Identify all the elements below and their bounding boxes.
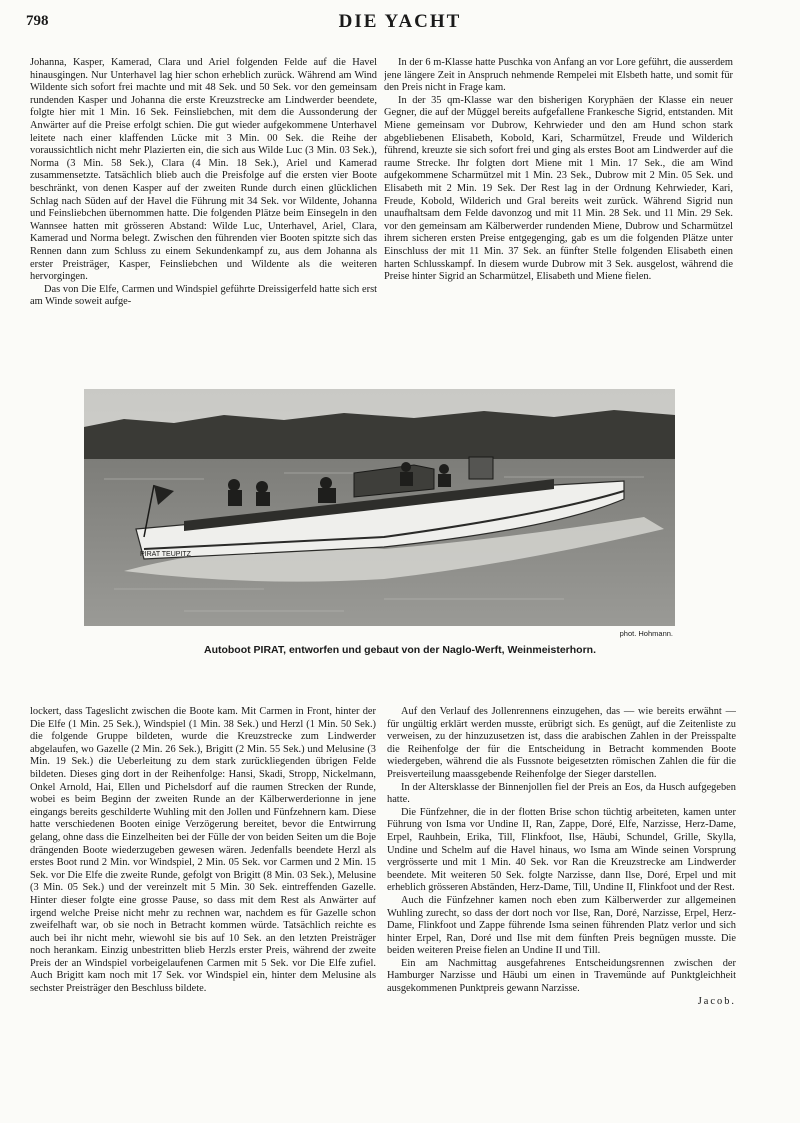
photo-credit: phot. Hohmann. [619,629,673,638]
paragraph: Auf den Verlauf des Jollenrennens einzugehen, das — wie bereits erwähnt — für ungültig erklärt werden musste, erübrigt sich. Es genügt, auf die Zeitenliste zu verweisen, zu der hinzuzusetzen ist, dass die arabischen Zahlen in der Preisspalte die Reihenfolge der für die Entscheidung in Betracht kommenden Boote wiedergeben, während die als Fussnote beigesetzten römischen Zahlen die für die Preisverteilung maassgebende Reihenfolge der Sieger darstellen. [387,706,736,780]
paragraph: lockert, dass Tageslicht zwischen die Boote kam. Mit Carmen in Front, hinter der Die Elfe (1 Min. 25 Sek.), Windspiel (1 Min. 38 Sek.) und Herzl (1 Min. 50 Sek.) die folgende Gruppe bildeten, wurde die Kreuzstrecke zum Lindwerder abgelaufen, wo Gazelle (2 Min. 26 Sek.), Brigitt (2 Min. 55 Sek.) und Melusine (3 Min. 19 Sek.) die Ueberleitung zu dem stark zurückliegenden übrigen Felde bildeten. Dieses ging dort in der Reihenfolge: Hansi, Skadi, Stropp, Nickelmann, Onkel Arnold, Hai, Ellen und Pichelsdorf auf die raumen Strecken der Runde, wobei es beim Beginn der zweiten Runde an der Kälberwerderionne in jene eingangs bereits geschilderte Wuhling mit den Jollen und Fünfzehnern kam. Diese hatte verschiedenen Booten einige Verzögerung bereitet, bevor die Entwirrung gelang, ohne dass die Einzelheiten bei der Fülle der von beiden Seiten um die Boje drängenden Boote wiederzugeben gewesen wären. Jedenfalls beendete Herzl als erstes Boot rund 2 Min. vor Windspiel, 2 Min. 05 Sek. vor Carmen und 2 Min. 15 Sek. vor Die Elfe die zweite Runde, gefolgt von Brigitt (8 Min. 03 Sek.), Melusine (3 Min. 05 Sek.) und der vereinzelt mit 5 Min. 30 Sek. eintreffenden Gazelle. Hinter dieser folgte eine grosse Pause, so dass mit dem Rest als Anwärter auf irgend welche Preise nicht mehr zu rechnen war, nachdem es für Gazelle schon zweifelhaft war, ob sie noch in Betracht kommen würde. Tatsächlich reichte es auch bei ihr nicht mehr, wiewohl sie bis auf 10 Sek. an den letzten Preisträger noch herankam. Einzig unbestritten blieb Herzls erster Preis, während der zweite Preis der an Windspiel vorbeigelaufenen Carmen mit 5 Sek. vor Die Elfe zufiel. Auch Brigitt kam noch mit 17 Sek. vor Windspiel ein, hinter dem Melusine als sechster Preisträger den Beschluss bildete. [30,706,376,995]
figure-caption: Autoboot PIRAT, entworfen und gebaut von der Naglo-Werft, Weinmeisterhorn. [203,644,596,656]
paragraph: Auch die Fünfzehner kamen noch eben zum Kälberwerder zur allgemeinen Wuhling zurecht, so dass der dort noch vor Ilse, Ran, Doré, Narzisse, Erpel, Herz-Dame, Flinkfoot und Zappe führende Isma seinen führenden Platz verlor und sich hinter Erpel, Ran, Doré und Ilse mit dem fünften Preis begnügen musste. Die beiden weiteren Preise fielen an Undine II und Till. [387,894,736,957]
column-top-right [384,57,733,347]
paragraph: In der 6 m-Klasse hatte Puschka von Anfang an vor Lore geführt, die ausserdem jene längere Zeit in Anspruch nehmende Rempelei mit Elsbeth hatte, und somit für den Preis nicht in Frage kam. [384,57,733,94]
paragraph: In der 35 qm-Klasse war den bisherigen Koryphäen der Klasse ein neuer Gegner, die auf der Müggel bereits aufgefallene Frankesche Sigrid, entstanden. Mit Miene gemeinsam vor Dubrow, Kehrwieder und den am Hund schon stark abgebliebenen Elisabeth, Kobold, Kari, Scharmützel, Freude und Wilderich führend, kreuzte sie sich sofort frei und ging als erstes Boot am Lindwerder auf die raume Strecke. Ihr folgten dort Miene mit 1 Min. 17 Sek., die am Wind aufgekommene Scharmützel mit 1 Min. 23 Sek., Dubrow mit 2 Min. 05 Sek. und Elisabeth mit 2 Min. 19 Sek. Der Rest lag in der Ordnung Kehrwieder, Kari, Freude, Kobold, Wilderich und Gral bereits weit zurück. Während Sigrid nun unaufhaltsam dem Felde davonzog und mit 11 Min. 28 Sek. und 11 Min. 29 Sek. vor den gemeinsam am Kälberwerder rundenden Miene, Dubrow und Scharmützel ihrem sicheren ersten Preise entgegenging, gab es um die folgenden Plätze unter Einschluss der mit 11 Min. 37 Sek. an fünfter Stelle folgenden Elisabeth einen harten Schlusskampf. In diesem wurde Dubrow mit 3 Sek. ausgelost, während die Preise hinter Sigrid an Scharmützel, Elisabeth und Miene fielen. [384,94,733,283]
paragraph: Die Fünfzehner, die in der flotten Brise schon tüchtig arbeiteten, kamen unter Führung von Isma vor Undine II, Ran, Zappe, Doré, Elfe, Narzisse, Herz-Dame, Erpel, Rauhbein, Erika, Till, Flinkfoot, Ilse, Häubi, Schundel, Grille, Skylla, Undine und Schelm auf die Havel hinaus, wo Isma am Winde seinen Vorsprung vergrösserte und mit 1 Min. 40 Sek. vor Ran die Kreuzstrecke am Lindwerder beendete. Mit weiteren 50 Sek. folgte Narzisse, dann Ilse, Doré, Erpel und mit erheblich grösseren Abständen, Herz-Dame, Till, Undine II, Flinkfoot und der Rest. [387,806,736,894]
author-signature: Jacob. [697,995,736,1007]
motorboat-illustration [84,389,675,626]
column-bottom-left [30,706,376,1101]
paragraph: Das von Die Elfe, Carmen und Windspiel geführte Dreissigerfeld hatte sich erst am Winde soweit aufge- [30,283,377,308]
page-number: 798 [26,13,49,29]
column-top-left [30,57,377,347]
boat-photograph [84,389,675,626]
column-bottom-right [387,706,736,1101]
paragraph: Ein am Nachmittag ausgefahrenes Entscheidungsrennen zwischen der Hamburger Narzisse und Häubi um einen in Travemünde auf Punktgleichheit ausgekommenen Punktpreis gewann Narzisse. [387,957,736,995]
running-title: DIE YACHT [338,11,462,32]
funnel [469,457,493,479]
paragraph: Johanna, Kasper, Kamerad, Clara und Ariel folgenden Felde auf die Havel hinausgingen. Nur Unterhavel lag hier schon erheblich zurück. Während am Wind Wildente sich sofort frei machte und mit 48 Sek. und 50 Sek. vor den gemeinsam rundenden Kasper und Johanna die erste Kreuzstrecke am Lindwerder beendete, folgte hier mit 1 Min. 16 Sek. Feinsliebchen, mit dem die Aussonderung der Anwärter auf die Preise erfolgt schien. Die gut wieder aufgekommene Unterhavel leitete nach einer klaffenden Lücke mit 3 Min. 00 Sek. die Reihe der voraussichtlich nicht mehr Plazierten ein, die sich aus Wilde Luc (3 Min. 03 Sek.), Norma (3 Min. 58 Sek.), Clara (4 Min. 18 Sek.), Ariel und Kamerad zusammensetzte. Tatsächlich blieb auch die Preisfolge auf die ersten vier Boote beschränkt, von denen Kasper auf der zweiten Runde durch einen glücklichen Schlag nach Süden auf der Havel die Führung mit 34 Sek. vor Wildente, Johanna und Feinsliebchen übernommen hatte. Die folgenden Plätze beim Einsegeln in den Wannsee hatten mit grösseren Abstand: Wilde Luc, Unterhavel, Ariel, Clara, Kamerad und Norma belegt. Zwischen den führenden vier Booten spitzte sich das Rennen dann zum Schluss zu einem Sekundenkampf zu, aus dem Johanna als erster Preisträger, Kasper, Feinsliebchen und Wildente als die weiteren hervorgingen. [30,57,377,283]
paragraph: In der Altersklasse der Binnenjollen fiel der Preis an Eos, da Husch aufgegeben hatte. [387,781,736,806]
boat-lettering: PIRAT TEUPITZ [140,551,191,558]
